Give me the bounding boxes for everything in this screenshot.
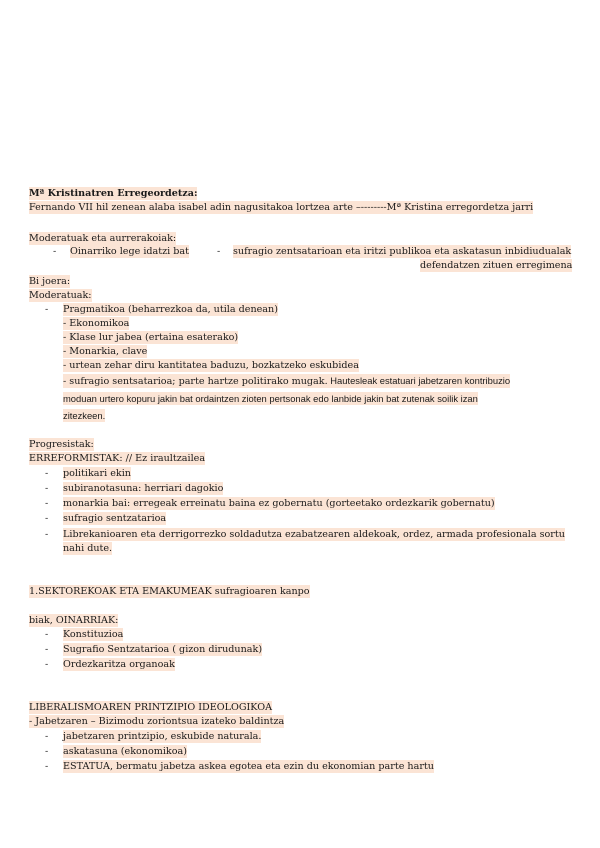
bullet-dash: - — [217, 246, 221, 257]
bullet-dash: - — [45, 513, 49, 524]
sub-item: - urtean zehar diru kantitatea baduzu, bozkatzeko eskubidea — [63, 360, 359, 371]
list-item-continuation: defendatzen zituen erregimena — [420, 260, 573, 271]
heading-liberalismoa: LIBERALISMOAREN PRINTZIPIO IDEOLOGIKOA — [29, 702, 273, 713]
heading-moderatuak: Moderatuak: — [29, 290, 92, 301]
bullet-dash: - — [45, 629, 49, 640]
bullet-dash: - — [45, 498, 49, 509]
bullet-dash: - — [45, 529, 49, 540]
text-continuation: moduan urtero kopuru jakin bat ordaintzen zioten pertsonak edo lanbide jakin bat zutenak soilik izan — [63, 393, 478, 404]
sub-item: - Monarkia, clave — [63, 346, 148, 357]
heading-erreformistak: ERREFORMISTAK: // Ez iraultzailea — [29, 453, 206, 464]
text-line: Fernando VII hil zenean alaba isabel adin nagusitakoa lortzea arte –--------Mª Kristina erregordetza jarri — [29, 202, 534, 213]
bullet-dash: - — [45, 746, 49, 757]
list-item: Ordezkaritza organoak — [63, 659, 175, 670]
list-item: ESTATUA, bermatu jabetza askea egotea eta ezin du ekonomian parte hartu — [63, 761, 434, 772]
list-item: monarkia bai: erregeak erreinatu baina ez gobernatu (gorteetako ordezkarik gobernatu) — [63, 498, 495, 509]
list-item: Pragmatikoa (beharrezkoa da, utila denean) — [63, 304, 278, 315]
text-line: - Jabetzaren – Bizimodu zoriontsua izateko baldintza — [29, 716, 285, 727]
hautesleak-text: Hautesleak estatuari jabetzaren kontribuzio — [327, 375, 511, 386]
bullet-dash: - — [45, 483, 49, 494]
sufragio-text: - sufragio sentsatarioa; parte hartze politirako mugak. — [63, 376, 328, 387]
bullet-dash: - — [45, 659, 49, 670]
list-item: politikari ekin — [63, 468, 131, 479]
text-continuation: zitezkeen. — [63, 410, 106, 421]
list-item: subiranotasuna: herriari dagokio — [63, 483, 224, 494]
heading-progresistak: Progresistak: — [29, 439, 94, 450]
list-item: sufragio zentsatarioan eta iritzi publikoa eta askatasun inbidiudualak — [233, 246, 572, 257]
heading-oinarriak: biak, OINARRIAK: — [29, 615, 119, 626]
list-item: jabetzaren printzipio, eskubide naturala. — [63, 731, 262, 742]
bullet-dash: - — [53, 246, 57, 257]
list-item: askatasuna (ekonomikoa) — [63, 746, 187, 757]
heading-moderatuak-aurrerakoiak: Moderatuak eta aurrerakoiak: — [29, 233, 177, 244]
heading-sektorekoak: 1.SEKTOREKOAK ETA EMAKUMEAK sufragioaren kanpo — [29, 586, 310, 597]
list-item: Sugrafio Sentzatarioa ( gizon dirudunak) — [63, 644, 263, 655]
sub-item: - Klase lur jabea (ertaina esaterako) — [63, 332, 239, 343]
bullet-dash: - — [45, 304, 49, 315]
list-item-continuation: nahi dute. — [63, 543, 113, 554]
bullet-dash: - — [45, 468, 49, 479]
sub-item: - Ekonomikoa — [63, 318, 130, 329]
section-title-kristina: Mª Kristinatren Erregeordetza: — [29, 188, 198, 199]
list-item: Konstituzioa — [63, 629, 124, 640]
bullet-dash: - — [45, 731, 49, 742]
list-item: Oinarriko lege idatzi bat — [70, 246, 189, 257]
bullet-dash: - — [45, 644, 49, 655]
list-item: Librekanioaren eta derrigorrezko soldadutza ezabatzearen aldekoak, ordez, armada profesionala sortu — [63, 529, 565, 540]
heading-bi-joera: Bi joera: — [29, 276, 71, 287]
sub-item-sufragio — [63, 374, 510, 388]
bullet-dash: - — [45, 761, 49, 772]
list-item: sufragio sentzatarioa — [63, 513, 167, 524]
